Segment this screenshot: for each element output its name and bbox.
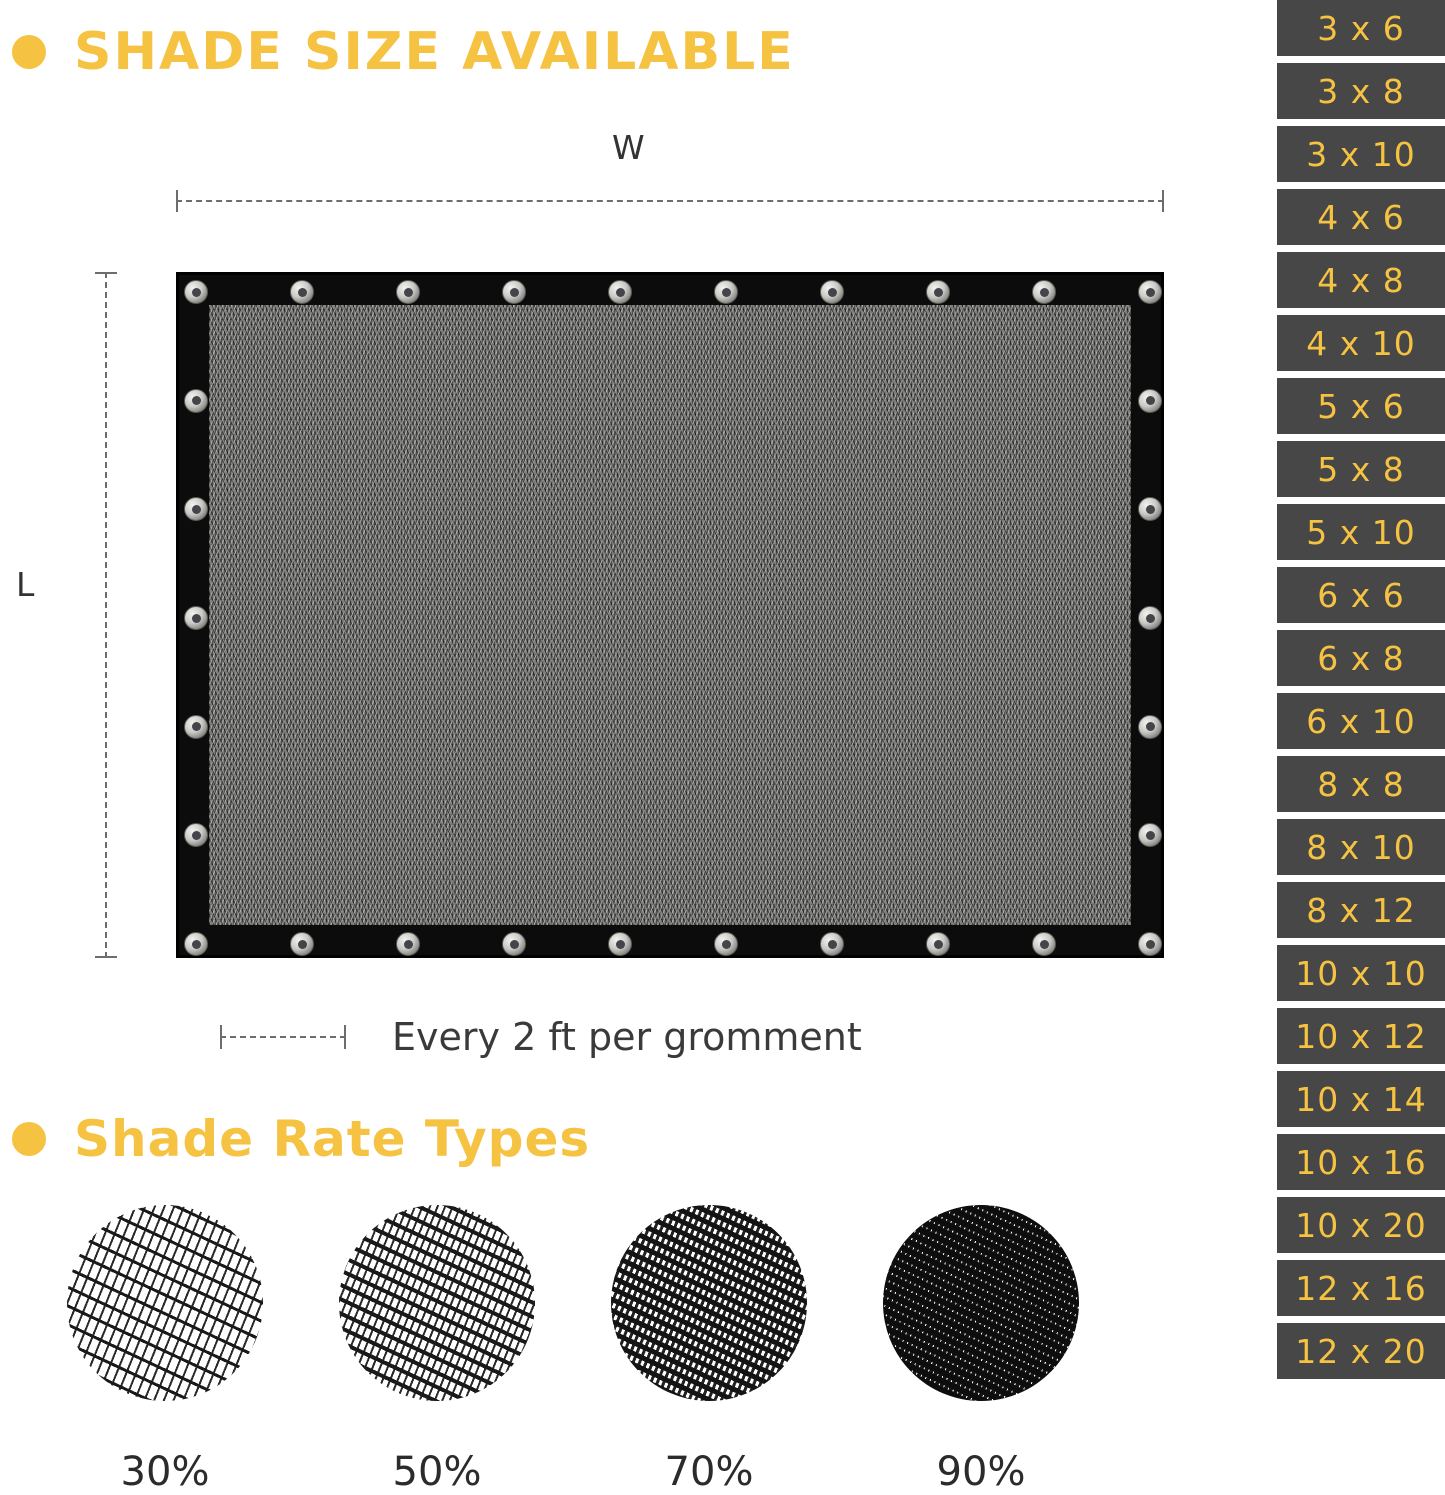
- mesh-swatch-70-icon: [611, 1205, 807, 1401]
- grommet-left: [184, 497, 208, 521]
- size-chip[interactable]: 8 x 12: [1277, 882, 1445, 938]
- grommet-right: [1138, 606, 1162, 630]
- shade-rate-heading: [12, 1110, 590, 1168]
- grommet-bottom: [714, 932, 738, 956]
- shade-rate-item: [332, 1205, 542, 1495]
- grommet-spacing-cap-left: [220, 1025, 222, 1049]
- grommet-corner: [1138, 932, 1162, 956]
- grommet-top: [820, 280, 844, 304]
- grommet-corner: [184, 932, 208, 956]
- size-chip[interactable]: 5 x 6: [1277, 378, 1445, 434]
- length-dimension-line: [95, 272, 117, 958]
- grommet-left: [184, 715, 208, 739]
- shade-rate-item: [604, 1205, 814, 1495]
- grommet-spacing-bar: [220, 1036, 346, 1038]
- size-chip[interactable]: 5 x 8: [1277, 441, 1445, 497]
- mesh-swatch-50-icon: [339, 1205, 535, 1401]
- grommet-right: [1138, 497, 1162, 521]
- grommet-bottom: [502, 932, 526, 956]
- shade-rate-label: 50%: [392, 1449, 482, 1495]
- shade-rate-item: [876, 1205, 1086, 1495]
- grommet-top: [290, 280, 314, 304]
- width-dimension-bar: [176, 200, 1164, 202]
- main-heading-label: SHADE SIZE AVAILABLE: [74, 22, 795, 82]
- size-chip[interactable]: 6 x 10: [1277, 693, 1445, 749]
- grommet-bottom: [290, 932, 314, 956]
- size-chip[interactable]: 12 x 16: [1277, 1260, 1445, 1316]
- shade-rate-label: 90%: [936, 1449, 1026, 1495]
- grommet-right: [1138, 389, 1162, 413]
- length-dimension-bar: [105, 272, 107, 958]
- mesh-swatch-30-icon: [67, 1205, 263, 1401]
- length-dimension-cap-top: [95, 272, 117, 274]
- grommet-left: [184, 606, 208, 630]
- grommet-top: [608, 280, 632, 304]
- shade-rate-label: 70%: [664, 1449, 754, 1495]
- shade-rate-list: [60, 1205, 1200, 1495]
- grommet-top: [714, 280, 738, 304]
- grommet-right: [1138, 823, 1162, 847]
- size-chip[interactable]: 5 x 10: [1277, 504, 1445, 560]
- shade-mesh-fabric: [209, 305, 1131, 925]
- mesh-swatch-90-icon: [883, 1205, 1079, 1401]
- grommet-bottom: [820, 932, 844, 956]
- grommet-bottom: [396, 932, 420, 956]
- grommet-spacing-note: [220, 1012, 1020, 1062]
- size-chip[interactable]: 6 x 6: [1277, 567, 1445, 623]
- size-chip[interactable]: 4 x 8: [1277, 252, 1445, 308]
- size-chip[interactable]: 8 x 10: [1277, 819, 1445, 875]
- size-chip[interactable]: 3 x 10: [1277, 126, 1445, 182]
- width-label: W: [612, 128, 645, 167]
- width-dimension-cap-left: [176, 190, 178, 212]
- grommet-bottom: [926, 932, 950, 956]
- size-chip[interactable]: 10 x 16: [1277, 1134, 1445, 1190]
- grommet-top: [396, 280, 420, 304]
- size-chip[interactable]: 3 x 8: [1277, 63, 1445, 119]
- size-chip[interactable]: 3 x 6: [1277, 0, 1445, 56]
- grommet-spacing-bracket: [220, 1025, 346, 1049]
- shade-rate-item: [60, 1205, 270, 1495]
- grommet-right: [1138, 715, 1162, 739]
- width-dimension-cap-right: [1162, 190, 1164, 212]
- grommet-top: [1032, 280, 1056, 304]
- size-chip[interactable]: 6 x 8: [1277, 630, 1445, 686]
- size-chip[interactable]: 10 x 20: [1277, 1197, 1445, 1253]
- size-chip[interactable]: 12 x 20: [1277, 1323, 1445, 1379]
- size-chip[interactable]: 4 x 10: [1277, 315, 1445, 371]
- length-dimension-cap-bottom: [95, 956, 117, 958]
- size-chip[interactable]: 4 x 6: [1277, 189, 1445, 245]
- size-chip[interactable]: 10 x 10: [1277, 945, 1445, 1001]
- grommet-spacing-label: Every 2 ft per gromment: [392, 1015, 862, 1059]
- size-list: [1277, 0, 1445, 1485]
- size-chip[interactable]: 10 x 12: [1277, 1008, 1445, 1064]
- size-chip[interactable]: 10 x 14: [1277, 1071, 1445, 1127]
- grommet-top: [926, 280, 950, 304]
- width-dimension-line: [176, 190, 1164, 212]
- length-label: L: [16, 565, 35, 604]
- grommet-top: [502, 280, 526, 304]
- size-chip[interactable]: 8 x 8: [1277, 756, 1445, 812]
- grommet-bottom: [1032, 932, 1056, 956]
- grommet-left: [184, 389, 208, 413]
- shade-rate-label: 30%: [120, 1449, 210, 1495]
- shade-cloth-panel: [176, 272, 1164, 958]
- grommet-spacing-cap-right: [344, 1025, 346, 1049]
- grommet-left: [184, 823, 208, 847]
- grommet-corner: [184, 280, 208, 304]
- grommet-corner: [1138, 280, 1162, 304]
- bullet-dot-icon: [12, 1122, 46, 1156]
- shade-rate-heading-label: Shade Rate Types: [74, 1110, 591, 1168]
- grommet-bottom: [608, 932, 632, 956]
